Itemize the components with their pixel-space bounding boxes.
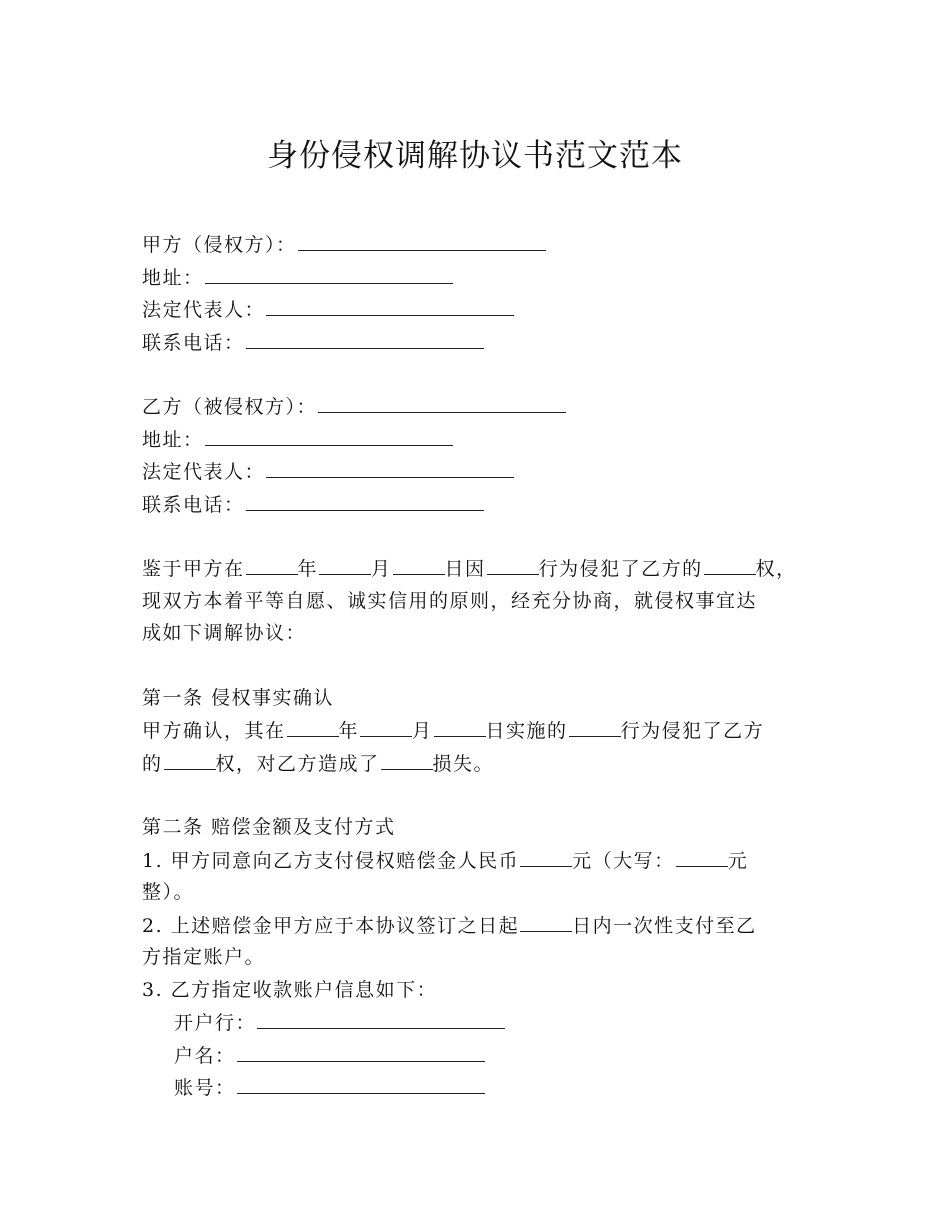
preamble-line-2: 现双方本着平等自愿、诚实信用的原则，经充分协商，就侵权事宜达: [142, 589, 758, 612]
party-a-phone-line: [142, 326, 842, 359]
party-b-name-blank: [318, 390, 566, 413]
party-b-address-line: [142, 423, 842, 456]
bank-blank: [257, 1006, 505, 1029]
blank-right: [164, 747, 216, 770]
preamble-text: 月: [371, 558, 392, 580]
account-name-line: [142, 1039, 842, 1072]
bank-line: [142, 1006, 842, 1039]
article-2-text: 日内一次性支付至乙: [572, 914, 757, 937]
party-b-rep-blank: [266, 455, 514, 478]
article-2-item-1-cont: 整）。: [142, 881, 195, 903]
blank-amount: [520, 844, 572, 867]
blank-behavior: [569, 714, 621, 737]
article-1-line-1: [142, 714, 842, 747]
article-2-item-3: 3. 乙方指定收款账户信息如下：: [142, 978, 438, 1001]
party-a-rep-blank: [266, 293, 514, 316]
blank-year: [246, 552, 298, 575]
party-b-address-label: 地址：: [142, 428, 204, 451]
party-a-line: [142, 228, 842, 261]
article-2-heading: 第二条 赔偿金额及支付方式: [142, 816, 396, 838]
article-2-text: 元: [727, 849, 749, 872]
blank-amount-uppercase: [676, 844, 728, 867]
party-b-phone-label: 联系电话：: [142, 493, 245, 516]
article-2-item-2-cont: 方指定账户。: [142, 946, 266, 968]
account-name-blank: [237, 1039, 485, 1062]
article-2-item-1: [142, 844, 842, 877]
preamble-text: 日因: [444, 558, 486, 580]
article-2-text: 1. 甲方同意向乙方支付侵权赔偿金人民币: [142, 849, 520, 872]
account-number-blank: [237, 1071, 485, 1094]
article-2-item-2: [142, 909, 842, 942]
article-1-text: 行为侵犯了乙方: [620, 720, 765, 742]
article-1-text: 损失。: [432, 752, 495, 775]
article-2-text: 2. 上述赔偿金甲方应于本协议签订之日起: [142, 914, 520, 937]
party-a-label: 甲方（侵权方）：: [142, 234, 297, 256]
preamble-text: 鉴于甲方在: [142, 558, 245, 580]
spacer: [142, 358, 842, 390]
blank-days: [520, 909, 572, 932]
preamble-text: 权，: [755, 558, 797, 580]
blank-behavior: [487, 552, 539, 575]
party-b-phone-line: [142, 488, 842, 521]
party-b-address-blank: [205, 423, 453, 446]
blank-year: [287, 714, 339, 737]
article-1-text: 的: [142, 752, 163, 775]
party-b-phone-blank: [246, 488, 484, 511]
bank-label: 开户行：: [174, 1012, 257, 1034]
article-1-text: 权，对乙方造成了: [215, 752, 380, 775]
party-b-label: 乙方（被侵权方）：: [142, 396, 318, 418]
party-a-address-blank: [205, 261, 453, 284]
blank-day: [393, 552, 445, 575]
party-b-rep-line: [142, 455, 842, 488]
account-number-line: [142, 1071, 842, 1104]
preamble-text: 行为侵犯了乙方的: [538, 558, 703, 580]
account-name-label: 户名：: [174, 1044, 236, 1067]
document-body: [142, 228, 842, 1104]
blank-day: [434, 714, 486, 737]
spacer: [142, 650, 842, 682]
spacer: [142, 520, 842, 552]
account-number-label: 账号：: [174, 1077, 236, 1099]
spacer: [142, 779, 842, 811]
party-a-name-blank: [298, 228, 546, 251]
article-2-text: 元（大写：: [572, 849, 675, 872]
blank-month: [360, 714, 412, 737]
article-1-text: 甲方确认，其在: [142, 720, 286, 742]
preamble-text: 年: [297, 558, 319, 580]
party-a-address-label: 地址：: [142, 266, 204, 289]
party-b-line: [142, 390, 842, 423]
article-1-heading: 第一条 侵权事实确认: [142, 686, 335, 709]
preamble-line-3: 成如下调解协议：: [142, 622, 307, 644]
party-a-rep-line: [142, 293, 842, 326]
blank-right: [704, 552, 756, 575]
document-title: 身份侵权调解协议书范文范本: [267, 138, 683, 174]
article-1-text: 日实施的: [485, 720, 568, 742]
article-1-line-2: [142, 747, 842, 780]
blank-loss: [381, 747, 433, 770]
party-a-rep-label: 法定代表人：: [142, 299, 266, 321]
preamble-line-1: [142, 552, 842, 585]
party-a-phone-label: 联系电话：: [142, 331, 245, 354]
article-1-text: 年: [338, 720, 360, 742]
party-b-rep-label: 法定代表人：: [142, 461, 266, 483]
blank-month: [319, 552, 371, 575]
party-a-address-line: [142, 261, 842, 294]
party-a-phone-blank: [246, 326, 484, 349]
article-1-text: 月: [412, 720, 433, 742]
